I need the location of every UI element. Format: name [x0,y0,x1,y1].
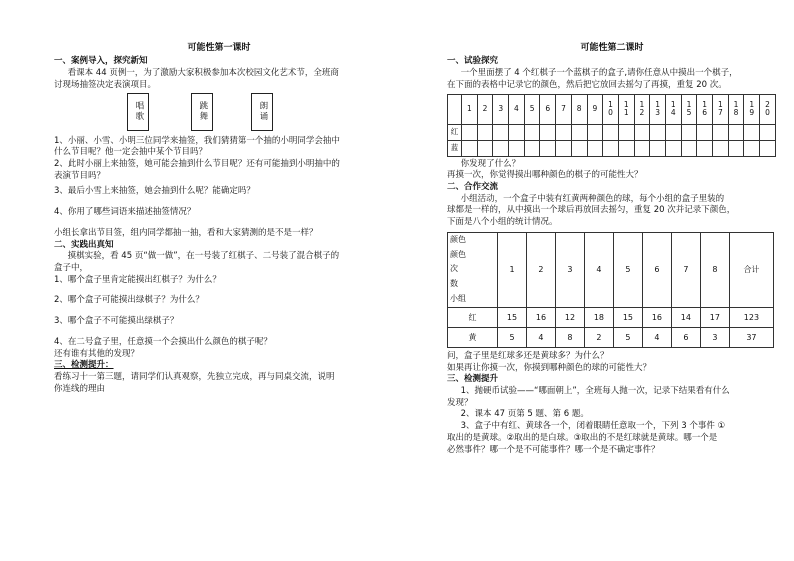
stat-red-value: 123 [729,307,773,327]
trial-number-cell: 1 9 [744,94,760,124]
cooperation-text-1: 小组活动，一个盒子中装有红黄两种颜色的球，每个小组的盒子里装的 [460,193,725,204]
lot-box-recite: 朗诵 [251,93,273,131]
stat-red-row [448,307,774,327]
trial-record-cell[interactable] [509,140,525,156]
trial-record-cell[interactable] [713,124,729,140]
lot-box-sing: 唱歌 [127,93,149,131]
test2-question-1b: 发现？ [447,397,473,408]
corner-label-color-2: 颜色 [450,249,466,259]
question-2b: 表演节目吗？ [54,170,106,181]
trial-number-cell: 1 0 [603,94,619,124]
trial-record-cell[interactable] [524,140,540,156]
stat-group-header: 2 [526,232,555,307]
trial-number-cell: 1 4 [665,94,681,124]
trial-record-cell[interactable] [587,140,603,156]
question-2a: 2、此时小丽上来抽签，她可能会抽到什么节目呢？还有可能抽到小明抽中的 [54,159,340,169]
trial-record-cell[interactable] [665,124,681,140]
section-test-heading: 三、检测提升： [54,360,114,371]
practice-text-1: 摸棋实验，看 45 页“做一做”，在一号装了红棋子、二号装了混合棋子的 [67,251,340,262]
question-1b: 什么节目呢？他一定会抽中某个节目吗？ [54,147,208,158]
trial-record-cell[interactable] [634,124,650,140]
stat-yellow-value: 3 [700,327,729,347]
stat-yellow-value: 6 [671,327,700,347]
stat-red-value: 18 [584,307,613,327]
question-3: 3、最后小雪上来抽签，她会抽到什么呢？能确定吗？ [54,186,255,197]
stat-group-header: 5 [613,232,642,307]
stat-yellow-value: 2 [584,327,613,347]
trial-number-cell: 1 1 [618,94,634,124]
experiment-text-2: 在下面的表格中记录它的颜色，然后把它放回去摇匀了再摸，重复 20 次。 [447,79,727,90]
question-1a: 1、小丽、小雪、小明三位同学来抽签，我们猜猜第一个抽的小明同学会抽中 [54,135,340,146]
stat-yellow-row [448,327,774,347]
trial-header-row [448,94,776,124]
trial-record-cell[interactable] [650,124,666,140]
trial-record-cell[interactable] [477,140,493,156]
stat-group-header: 1 [498,232,527,307]
trial-red-row [448,124,776,140]
practice-question-1: 1、哪个盒子里肯定能摸出红棋子？为什么？ [54,274,221,285]
lesson-two-column [447,42,777,456]
stat-yellow-value: 4 [526,327,555,347]
trial-record-cell[interactable] [477,124,493,140]
ask-question-1: 问，盒子里是红球多还是黄球多？为什么？ [447,350,609,361]
trial-number-cell: 1 8 [728,94,744,124]
trial-record-cell[interactable] [728,140,744,156]
stat-yellow-value: 5 [498,327,527,347]
trial-record-cell[interactable] [713,140,729,156]
test2-question-3a: 3、盒子中有红、黄球各一个，闭着眼睛任意取一个，下列 3 个事件 ① [460,421,726,432]
stat-red-value: 16 [642,307,671,327]
group-statistics-table [447,232,774,348]
trial-number-cell: 1 5 [681,94,697,124]
stat-group-header: 8 [700,232,729,307]
stat-yellow-label: 黄 [448,327,498,347]
stat-group-header: 3 [555,232,584,307]
trial-blue-row [448,140,776,156]
trial-record-cell[interactable] [603,124,619,140]
stat-header-row [448,232,774,307]
trial-red-label: 红 [448,124,462,140]
section-test2-heading: 三、检测提升 [447,374,499,385]
trial-record-cell[interactable] [493,140,509,156]
trial-number-cell: 1 7 [713,94,729,124]
trial-record-cell[interactable] [760,140,776,156]
test2-question-3c: 必然事件？哪一个是不可能事件？哪一个是不确定事件？ [447,444,660,455]
experiment-text-1: 一个里面摆了 4 个红棋子一个蓝棋子的盒子,请你任意从中摸出一个棋子， [460,68,738,79]
trial-number-cell: 1 6 [697,94,713,124]
trial-number-cell: 9 [587,94,603,124]
trial-record-cell[interactable] [744,124,760,140]
stat-yellow-value: 37 [729,327,773,347]
lesson-two-title: 可能性第二课时 [580,43,644,53]
trial-blue-label: 蓝 [448,140,462,156]
stat-corner-cell [448,232,498,307]
trial-number-cell: 2 [477,94,493,124]
found-question: 你发现了什么？ [460,158,521,169]
trial-record-cell[interactable] [618,140,634,156]
trial-number-cell: 1 2 [634,94,650,124]
trial-record-cell[interactable] [697,140,713,156]
trial-number-cell: 4 [509,94,525,124]
section-cooperation-heading: 二、合作交流 [447,182,499,192]
stat-group-header: 4 [584,232,613,307]
trial-number-cell: 7 [556,94,572,124]
trial-record-cell[interactable] [587,124,603,140]
section-experiment-heading: 一、试验探究 [447,56,499,67]
test-text-1: 看练习十一第三题，请同学们认真观察，先独立完成，再与同桌交流，说明 [54,372,335,383]
test2-question-1a: 1、抛硬币试验——“哪面朝上”，全班每人抛一次，记录下结果看有什么 [460,386,730,397]
test2-question-3b: 取出的是黄球。②取出的是白球。③取出的不是红球就是黄球。哪一个是 [447,432,718,443]
trial-record-cell[interactable] [728,124,744,140]
stat-red-value: 14 [671,307,700,327]
intro-text-2: 讨现场抽签决定表演项目。 [54,79,157,90]
test2-question-2: 2、课本 47 页第 5 题、第 6 题。 [460,409,589,420]
lesson-one-column [54,42,384,396]
practice-question-4: 4、在二号盒子里，任意摸一个会摸出什么颜色的棋子呢？ [54,336,272,347]
trial-record-cell[interactable] [524,124,540,140]
practice-question-5: 还有谁有其他的发现？ [54,348,140,359]
trial-record-cell[interactable] [509,124,525,140]
trial-number-cell: 2 0 [760,94,776,124]
trial-record-cell[interactable] [665,140,681,156]
stat-red-value: 15 [613,307,642,327]
trial-record-table [447,94,776,157]
group-activity: 小组长拿出节目签，组内同学都抽一抽，看和大家猜测的是不是一样？ [54,227,318,238]
trial-number-cell: 6 [540,94,556,124]
trial-record-cell[interactable] [634,140,650,156]
cooperation-text-3: 下面是八个小组的统计情况。 [447,217,558,228]
stat-yellow-value: 4 [642,327,671,347]
practice-question-2: 2、哪个盒子可能摸出绿棋子？为什么？ [54,295,204,306]
trial-record-cell[interactable] [744,140,760,156]
trial-record-cell[interactable] [760,124,776,140]
lot-box-dance: 跳舞 [191,93,213,131]
trial-record-cell[interactable] [540,124,556,140]
trial-number-cell: 1 3 [650,94,666,124]
stat-red-value: 12 [555,307,584,327]
corner-label-count: 数 [450,279,458,289]
stat-yellow-value: 8 [555,327,584,347]
trial-record-cell[interactable] [462,140,478,156]
trial-record-cell[interactable] [556,140,572,156]
stat-red-value: 17 [700,307,729,327]
question-4: 4、你用了哪些词语来描述抽签情况？ [54,207,196,218]
lesson-one-title: 可能性第一课时 [187,43,251,53]
trial-record-cell[interactable] [681,140,697,156]
corner-label-times: 次 [450,264,458,274]
ask-question-2: 如果再让你摸一次，你摸到哪种颜色的球的可能性大？ [447,362,652,373]
trial-record-cell[interactable] [650,140,666,156]
again-question: 再摸一次，你觉得摸出哪种颜色的棋子的可能性大？ [447,170,643,181]
trial-record-cell[interactable] [571,124,587,140]
trial-record-cell[interactable] [618,124,634,140]
test-text-2: 你连线的理由 [54,383,106,394]
stat-total-header: 合计 [729,232,773,307]
trial-record-cell[interactable] [462,124,478,140]
stat-group-header: 7 [671,232,700,307]
trial-number-cell: 3 [493,94,509,124]
trial-record-cell[interactable] [603,140,619,156]
cooperation-text-2: 球都是一样的，从中摸出一个球后再放回去摇匀，重复 20 次并记录下颜色， [447,205,736,216]
stat-group-header: 6 [642,232,671,307]
practice-question-3: 3、哪个盒子不可能摸出绿棋子？ [54,316,179,327]
stat-yellow-value: 5 [613,327,642,347]
section-practice-heading: 二、实践出真知 [54,239,114,250]
lot-boxes [54,93,384,133]
trial-record-cell[interactable] [556,124,572,140]
stat-red-value: 16 [526,307,555,327]
practice-text-2: 盒子中， [54,263,89,274]
trial-number-cell: 5 [524,94,540,124]
corner-label-color: 颜色 [450,234,466,244]
trial-record-cell[interactable] [493,124,509,140]
stat-red-label: 红 [448,307,498,327]
trial-number-cell: 8 [571,94,587,124]
section-intro-heading: 一、案例导入，探究新知 [54,56,148,67]
trial-number-cell: 1 [462,94,478,124]
trial-record-cell[interactable] [571,140,587,156]
trial-corner-cell [448,94,462,124]
trial-record-cell[interactable] [540,140,556,156]
stat-red-value: 15 [498,307,527,327]
trial-record-cell[interactable] [697,124,713,140]
trial-record-cell[interactable] [681,124,697,140]
intro-text-1: 看课本 44 页例一，为了激励大家积极参加本次校园文化艺术节，全班商 [67,68,339,79]
corner-label-group: 小组 [450,294,466,304]
